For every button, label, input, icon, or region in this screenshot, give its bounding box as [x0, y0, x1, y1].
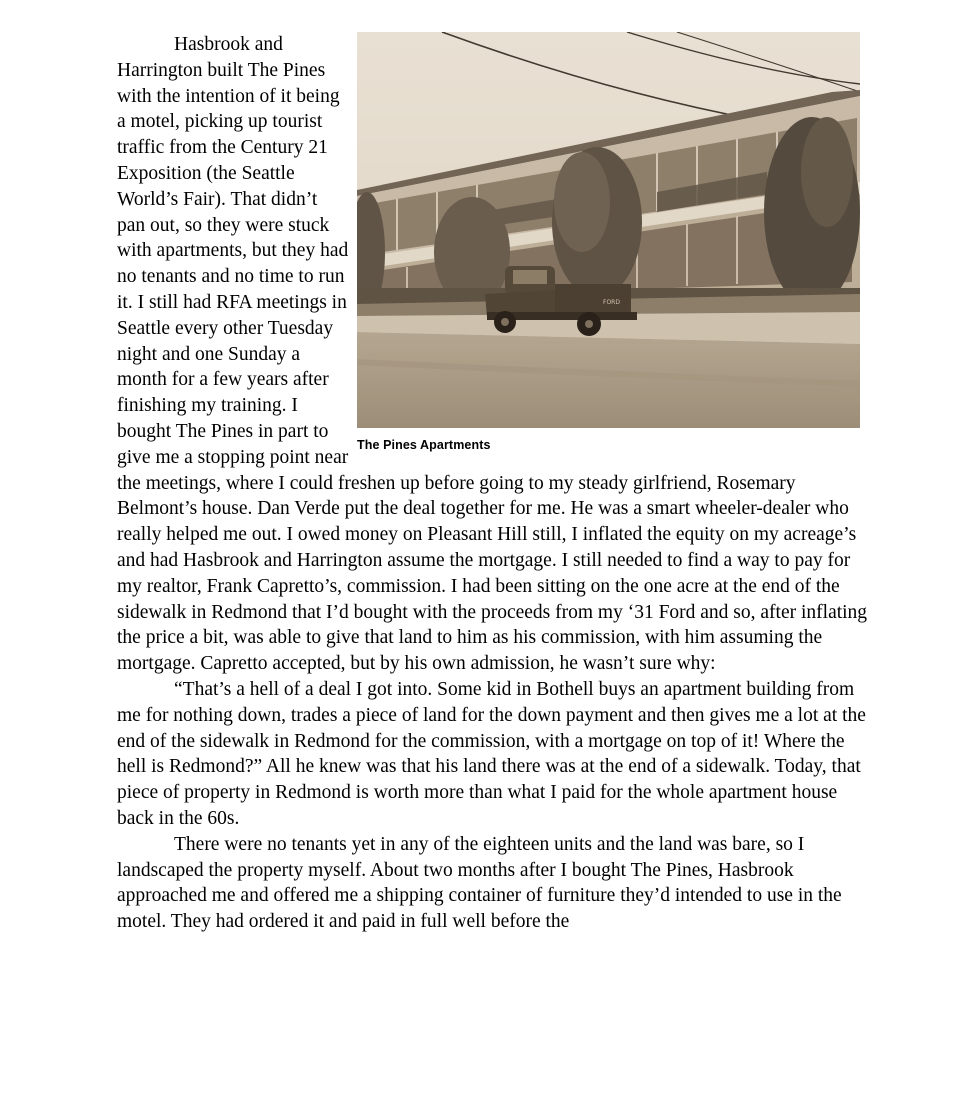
paragraph-1: Hasbrook and Harrington built The Pines with the intention of it being a motel, picking up tourist traffic from the Century 21 Exposition (the Seattle World’s Fair). That didn’t pan out, so they were stuck with apartments, but they had no tenants and no time to run it. I still had RFA meetings in Seattle every other Tuesday night and one Sunday a month for a few years after finishing my training. I bought The Pines in part to give me a stopping point near the meetings, where I could freshen up before going to my steady girlfriend, Rosemary Belmont’s house. Dan Verde put the deal together for me. He was a smart wheeler-dealer who really helped me out. I owed money on Pleasant Hill still, I inflated the equity on my acreage’s and had Hasbrook and Harrington assume the mortgage. I still needed to find a way to pay for my realtor, Frank Capretto’s, commission. I had been sitting on the one acre at the end of the sidewalk in Redmond that I’d bought with the proceeds from my ‘31 Ford and so, after inflating the price a bit, was able to give that land to him as his commission, with him assuming the mortgage. Capretto accepted, but by his own admission, he wasn’t sure why:: [117, 34, 868, 675]
photo-caption: The Pines Apartments: [357, 438, 491, 452]
paragraph-2: “That’s a hell of a deal I got into. Some kid in Bothell buys an apartment building from me for nothing down, trades a piece of land for the down payment and then gives me a lot at the end of the sidewalk in Redmond for the commission, with a mortgage on top of it! Where the hell is Redmond?” All he knew was that his land there was at the end of a sidewalk. Today, that piece of property in Redmond is worth more than what I paid for the whole apartment house back in the 60s.: [117, 678, 866, 829]
photo-figure: [357, 32, 869, 453]
pines-apartments-photo: [357, 32, 860, 428]
truck-emblem: FORD: [603, 299, 620, 306]
text-body: [117, 32, 869, 935]
paragraph-3: There were no tenants yet in any of the eighteen units and the land was bare, so I landscaped the property myself. About two months after I bought The Pines, Hasbrook approached me and offered me a shipping container of furniture they’d intended to use in the motel. They had ordered it and paid in full well before the: [117, 833, 842, 933]
